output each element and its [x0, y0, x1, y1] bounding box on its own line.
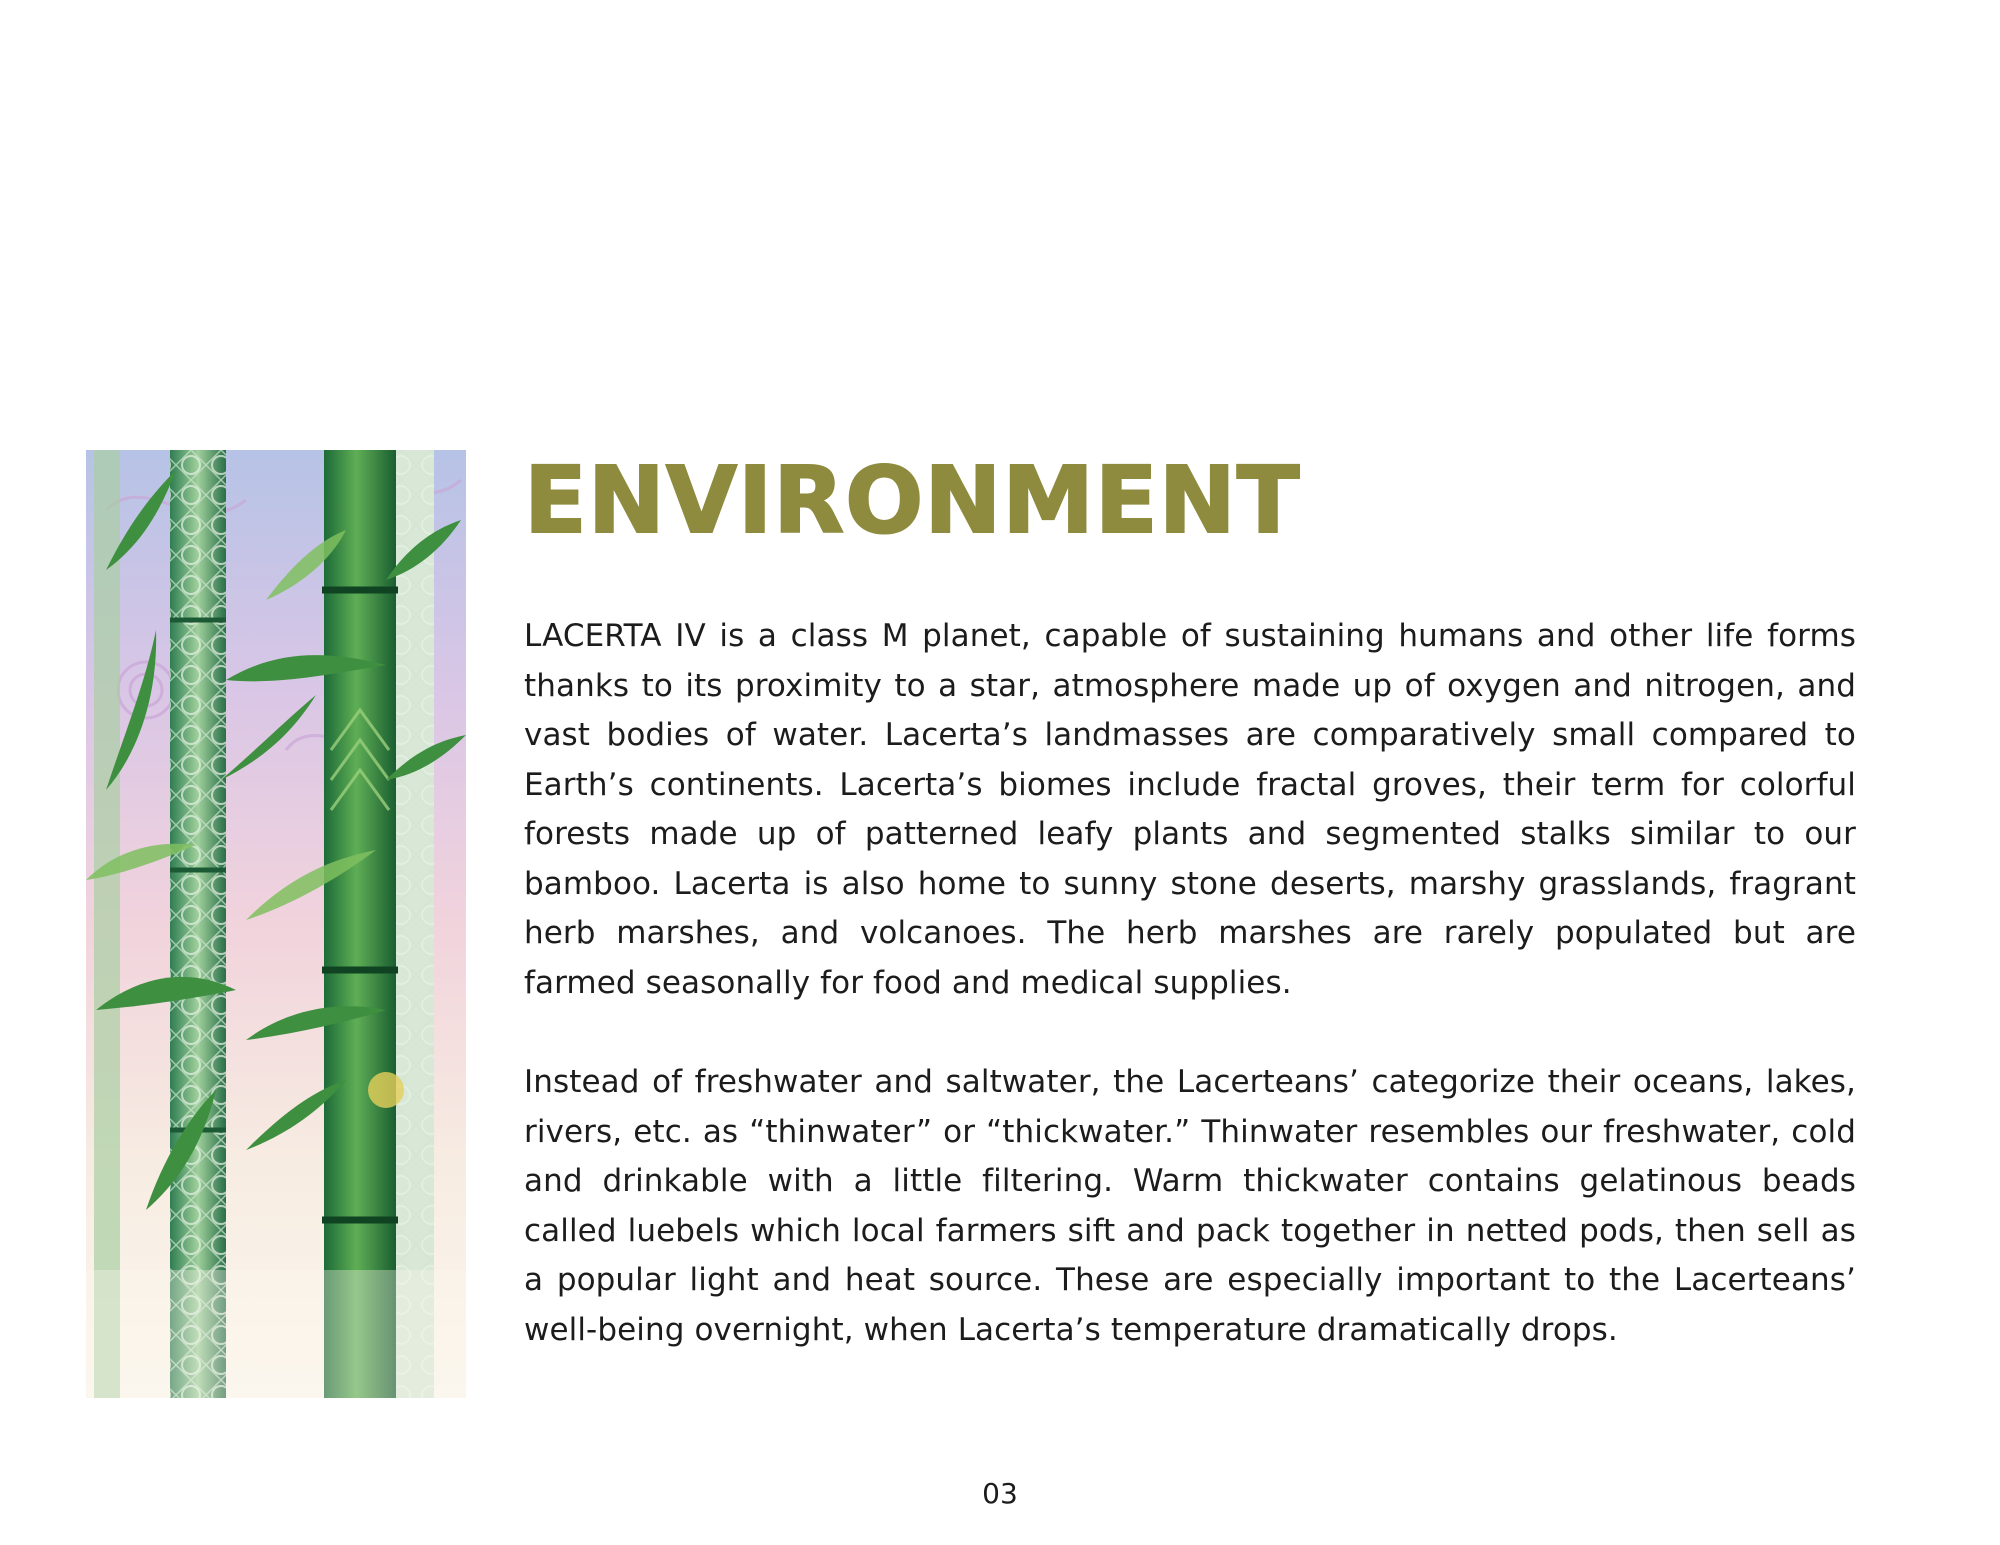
body-text	[524, 612, 1856, 1405]
paragraph-1: LACERTA IV is a class M planet, capable of sustaining humans and other life forms thanks to its proximity to a star, atmosphere made up of oxygen and nitrogen, and vast bodies of water. Lacerta’s landmasses are comparatively small compared to Earth’s continents. Lacerta’s biomes include fractal groves, their term for colorful forests made up of patterned leafy plants and segmented stalks similar to our bamboo. Lacerta is also home to sunny stone deserts, marshy grasslands, fragrant herb marshes, and volcanoes. The herb marshes are rarely populated but are farmed seasonally for food and medical supplies.	[524, 618, 1856, 1001]
bamboo-illustration	[86, 450, 466, 1398]
page-title: ENVIRONMENT	[524, 447, 1301, 554]
paragraph-2: Instead of freshwater and saltwater, the Lacerteans’ categorize their oceans, lakes, rivers, etc. as “thinwater” or “thickwater.” Thinwater resembles our freshwater, cold and drinkable with a little filtering. Warm thickwater contains gelatinous beads called luebels which local farmers sift and pack together in netted pods, then sell as a popular light and heat source. These are especially important to the Lacerteans’ well-being overnight, when Lacerta’s temperature dramatically drops.	[524, 1064, 1856, 1348]
page-number: 03	[982, 1477, 1018, 1510]
